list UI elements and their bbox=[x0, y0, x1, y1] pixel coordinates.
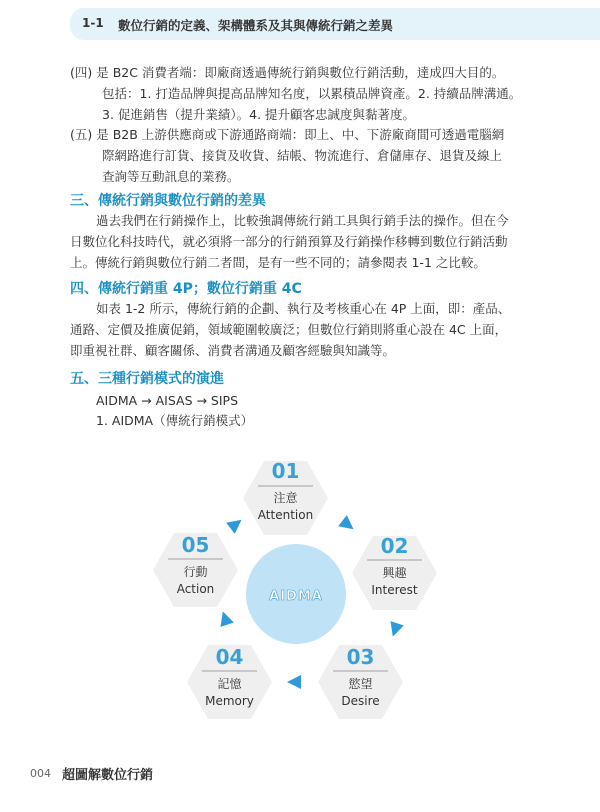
stage-04 bbox=[187, 645, 272, 719]
item-5-line-3: 查詢等互動訊息的業務。 bbox=[102, 169, 240, 184]
stage-02-label-en: Interest bbox=[371, 583, 418, 597]
stage-01-label-zh: 注意 bbox=[273, 491, 298, 505]
stage-03-number: 03 bbox=[346, 645, 375, 669]
page-header-title: 數位行銷的定義、架構體系及其與傳統行銷之差異 bbox=[118, 18, 394, 33]
section-4-line-1: 如表 1-2 所示，傳統行銷的企劃、執行及考核重心在 4P 上面，即：產品、 bbox=[96, 301, 511, 316]
stage-04-label-zh: 記憶 bbox=[217, 677, 242, 691]
section-3-line-2: 日數位化科技時代，就必須將一部分的行銷預算及行銷操作移轉到數位行銷活動 bbox=[70, 234, 508, 249]
stage-01-number: 01 bbox=[271, 459, 300, 483]
stage-05 bbox=[153, 533, 238, 607]
section-4-heading: 四、傳統行銷重 4P；數位行銷重 4C bbox=[70, 281, 302, 297]
stage-05-label-en: Action bbox=[176, 582, 215, 596]
stage-03-label-zh: 慾望 bbox=[348, 677, 373, 691]
item-4-line-3: 3. 促進銷售（提升業績）。4. 提升顧客忠誠度與黏著度。 bbox=[102, 107, 416, 122]
aidma-diagram bbox=[0, 436, 600, 756]
item-5-line-2: 際網路進行訂貨、接貨及收貨、結帳、物流進行、倉儲庫存、退貨及線上 bbox=[102, 148, 503, 163]
stage-01 bbox=[243, 459, 328, 535]
item-5-paragraph bbox=[70, 124, 504, 187]
section-5-heading: 五、三種行銷模式的演進 bbox=[70, 371, 224, 387]
stage-02-label-zh: 興趣 bbox=[382, 566, 407, 580]
stage-05-number: 05 bbox=[181, 533, 210, 557]
arrow-05-to-01-icon bbox=[226, 514, 246, 534]
stage-01-label-en: Attention bbox=[257, 508, 314, 522]
book-title: 超圖解數位行銷 bbox=[62, 768, 154, 783]
stage-04-label-en: Memory bbox=[205, 694, 254, 708]
section-3-line-3: 上。傳統行銷與數位行銷二者間，是有一些不同的；請參閱表 1-1 之比較。 bbox=[70, 255, 486, 270]
stage-03 bbox=[318, 645, 403, 719]
stage-02 bbox=[352, 534, 437, 610]
section-5-subheading: 1. AIDMA（傳統行銷模式） bbox=[96, 413, 254, 428]
arrow-01-to-02-icon bbox=[338, 515, 358, 535]
stage-04-number: 04 bbox=[215, 645, 244, 669]
stage-02-number: 02 bbox=[380, 534, 409, 558]
item-4-line-2: 包括：1. 打造品牌與提高品牌知名度，以累積品牌資產。2. 持續品牌溝通。 bbox=[102, 86, 522, 101]
arrow-03-to-04-icon bbox=[287, 675, 301, 689]
section-3-line-1: 過去我們在行銷操作上，比較強調傳統行銷工具與行銷手法的操作。但在今 bbox=[96, 213, 509, 228]
section-3-heading: 三、傳統行銷與數位行銷的差異 bbox=[70, 193, 266, 209]
item-4-line-1: (四) 是 B2C 消費者端：即廠商透過傳統行銷與數位行銷活動，達成四大目的。 bbox=[70, 65, 505, 80]
section-3-paragraph bbox=[70, 210, 509, 273]
stage-03-label-en: Desire bbox=[341, 694, 380, 708]
aidma-center-label: AIDMA bbox=[269, 589, 323, 604]
arrow-02-to-03-icon bbox=[386, 621, 404, 639]
stage-05-label-zh: 行動 bbox=[183, 565, 208, 579]
section-4-line-2: 通路、定價及推廣促銷，領域範圍較廣泛；但數位行銷則將重心設在 4C 上面， bbox=[70, 322, 508, 337]
section-5-flow: AIDMA → AISAS → SIPS bbox=[96, 393, 239, 408]
item-5-line-1: (五) 是 B2B 上游供應商或下游通路商端：即上、中、下游廠商間可透過電腦網 bbox=[70, 127, 505, 142]
section-4-paragraph bbox=[70, 298, 510, 361]
page-number: 004 bbox=[30, 767, 51, 780]
arrow-04-to-05-icon bbox=[216, 609, 234, 627]
section-number: 1-1 bbox=[82, 16, 104, 30]
section-4-line-3: 即重視社群、顧客關係、消費者溝通及顧客經驗與知識等。 bbox=[70, 343, 396, 358]
item-4-paragraph bbox=[70, 62, 521, 125]
